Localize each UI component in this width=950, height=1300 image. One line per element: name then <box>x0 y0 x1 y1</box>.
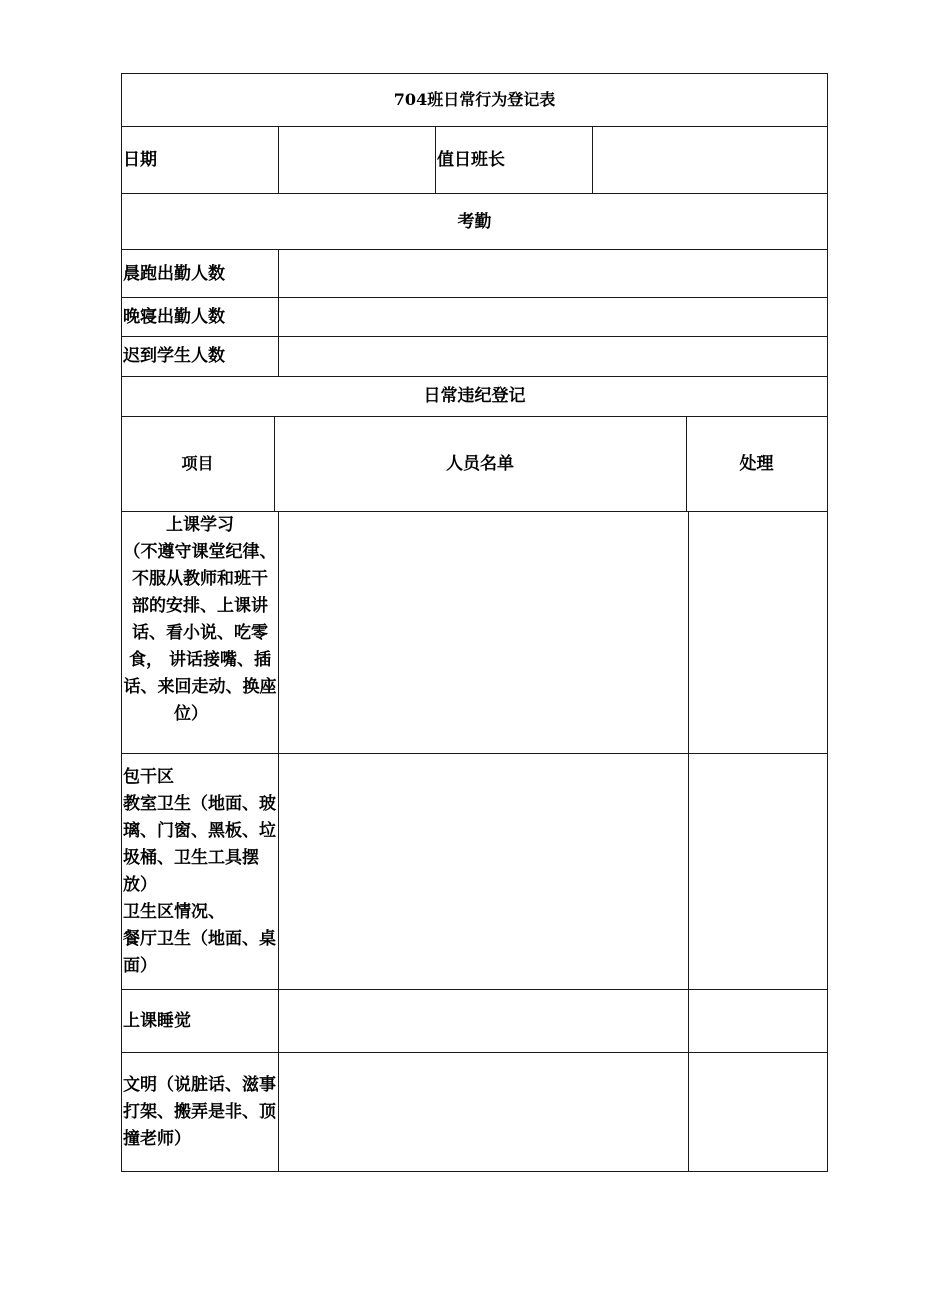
night-sleep-label: 晚寝出勤人数 <box>123 307 225 327</box>
item-line: 撞老师） <box>123 1129 191 1149</box>
date-field[interactable] <box>279 127 434 192</box>
item-line: 话、看小说、吃零 <box>132 623 268 643</box>
row-divider <box>121 193 828 194</box>
column-header-names: 人员名单 <box>446 454 514 474</box>
date-label: 日期 <box>123 150 157 170</box>
item-line: 部的安排、上课讲 <box>132 596 268 616</box>
late-label: 迟到学生人数 <box>123 346 225 366</box>
morning-run-field[interactable] <box>279 250 826 296</box>
handling-field[interactable] <box>689 512 826 752</box>
item-line: 放） <box>123 875 157 895</box>
names-field[interactable] <box>279 1053 687 1170</box>
table-border-right <box>827 73 828 1172</box>
item-line: 圾桶、卫生工具摆 <box>123 848 259 868</box>
item-line: 食， 讲话接嘴、插 <box>129 650 271 670</box>
monitor-field[interactable] <box>593 127 826 192</box>
item-line: 璃、门窗、黑板、垃 <box>123 821 276 841</box>
names-field[interactable] <box>279 754 687 988</box>
table-border-top <box>121 73 828 74</box>
item-line: 卫生区情况、 <box>123 902 225 922</box>
names-field[interactable] <box>279 512 687 752</box>
item-line: 上课学习 <box>166 515 234 535</box>
item-line: （不遵守课堂纪律、 <box>123 542 277 562</box>
violation-heading: 日常违纪登记 <box>423 386 526 406</box>
table-border-bottom <box>121 1171 828 1172</box>
item-line: 餐厅卫生（地面、桌 <box>123 929 276 949</box>
column-header-handling: 处理 <box>739 454 774 474</box>
night-sleep-field[interactable] <box>279 298 826 335</box>
monitor-label: 值日班长 <box>437 150 505 170</box>
late-field[interactable] <box>279 337 826 375</box>
morning-run-label: 晨跑出勤人数 <box>123 264 225 284</box>
item-line: 包干区 <box>123 767 174 787</box>
item-line: 打架、搬弄是非、顶 <box>123 1102 276 1122</box>
item-line: 位） <box>174 704 208 724</box>
row-divider <box>121 416 828 417</box>
column-header-item: 项目 <box>181 454 214 473</box>
item-line: 文明（说脏话、滋事 <box>123 1075 276 1095</box>
handling-field[interactable] <box>689 754 826 988</box>
item-line: 面） <box>123 956 157 976</box>
names-field[interactable] <box>279 990 687 1051</box>
item-line: 不服从教师和班干 <box>132 569 268 589</box>
item-line: 教室卫生（地面、玻 <box>123 794 276 814</box>
col-divider <box>435 126 436 193</box>
row-divider <box>121 376 828 377</box>
handling-field[interactable] <box>689 1053 826 1170</box>
handling-field[interactable] <box>689 990 826 1051</box>
violation-item-sleeping: 上课睡觉 <box>123 1011 191 1031</box>
attendance-heading: 考勤 <box>457 212 492 232</box>
item-line: 话、来回走动、换座 <box>123 677 277 697</box>
form-title: 704班日常行为登记表 <box>393 90 556 109</box>
